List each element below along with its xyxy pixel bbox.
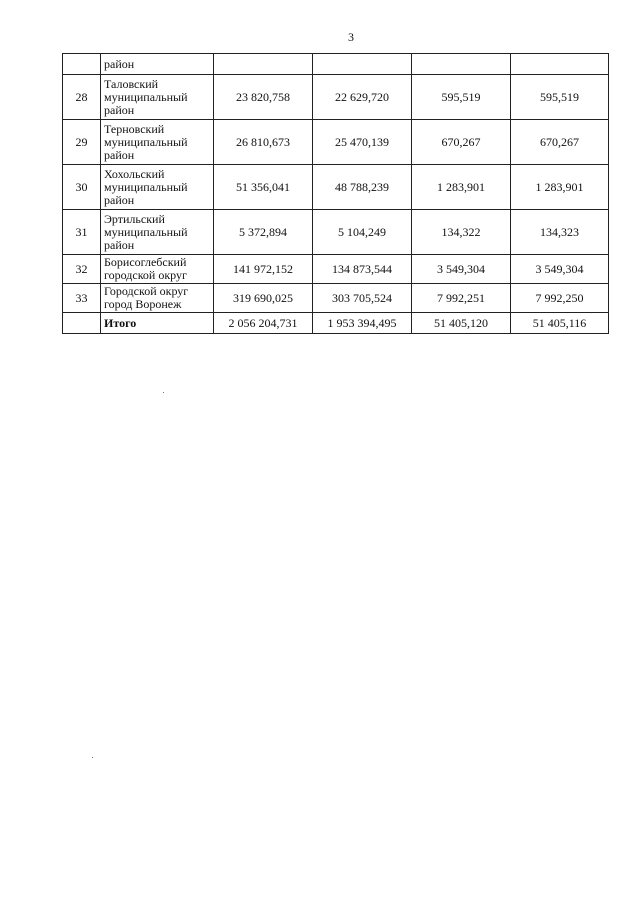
- value-cell: 134,323: [511, 210, 609, 255]
- name-line: район: [104, 192, 135, 207]
- value-cell: 22 629,720: [313, 75, 412, 120]
- name-line: район: [104, 56, 135, 71]
- value-cell: 134,322: [412, 210, 511, 255]
- budget-table: [62, 53, 609, 334]
- value-cell: [511, 54, 609, 75]
- row-number: 33: [63, 284, 101, 313]
- value-cell: 48 788,239: [313, 165, 412, 210]
- total-value-cell: 2 056 204,731: [214, 313, 313, 334]
- total-value-cell: 1 953 394,495: [313, 313, 412, 334]
- name-line: муниципальный: [104, 179, 188, 194]
- value-cell: 23 820,758: [214, 75, 313, 120]
- municipality-name: [101, 165, 214, 210]
- municipality-name: [101, 120, 214, 165]
- total-value-cell: 51 405,116: [511, 313, 609, 334]
- value-cell: 1 283,901: [511, 165, 609, 210]
- value-cell: [313, 54, 412, 75]
- name-line: муниципальный: [104, 134, 188, 149]
- table-row: [63, 54, 609, 75]
- table-row: [63, 210, 609, 255]
- name-line: район: [104, 102, 135, 117]
- table-row: [63, 120, 609, 165]
- value-cell: 51 356,041: [214, 165, 313, 210]
- value-cell: 3 549,304: [511, 255, 609, 284]
- value-cell: 134 873,544: [313, 255, 412, 284]
- value-cell: 7 992,250: [511, 284, 609, 313]
- table-row: [63, 165, 609, 210]
- value-cell: 1 283,901: [412, 165, 511, 210]
- row-number: 30: [63, 165, 101, 210]
- row-number: 28: [63, 75, 101, 120]
- total-value-cell: 51 405,120: [412, 313, 511, 334]
- table-row: [63, 75, 609, 120]
- value-cell: [214, 54, 313, 75]
- scan-speck: [92, 757, 93, 758]
- row-number: 32: [63, 255, 101, 284]
- value-cell: 7 992,251: [412, 284, 511, 313]
- value-cell: 25 470,139: [313, 120, 412, 165]
- name-line: Борисоглебский: [104, 255, 187, 269]
- value-cell: 595,519: [412, 75, 511, 120]
- value-cell: 5 104,249: [313, 210, 412, 255]
- row-number: [63, 313, 101, 334]
- value-cell: 670,267: [412, 120, 511, 165]
- total-row: [63, 313, 609, 334]
- municipality-name: [101, 75, 214, 120]
- value-cell: 26 810,673: [214, 120, 313, 165]
- total-label: Итого: [101, 313, 214, 334]
- name-line: Городской округ: [104, 284, 189, 298]
- name-line: город Воронеж: [104, 297, 182, 311]
- row-number: 29: [63, 120, 101, 165]
- value-cell: 303 705,524: [313, 284, 412, 313]
- row-number: [63, 54, 101, 75]
- municipality-name: [101, 284, 214, 313]
- name-line: район: [104, 237, 135, 252]
- value-cell: 3 549,304: [412, 255, 511, 284]
- value-cell: 141 972,152: [214, 255, 313, 284]
- value-cell: 319 690,025: [214, 284, 313, 313]
- municipality-name: [101, 54, 214, 75]
- name-line: городской округ: [104, 268, 187, 282]
- scan-speck: [163, 392, 164, 393]
- table-row: [63, 284, 609, 313]
- municipality-name: [101, 210, 214, 255]
- name-line: Эртильский: [104, 211, 165, 226]
- page-number: 3: [348, 30, 354, 44]
- name-line: Таловский: [104, 76, 159, 91]
- value-cell: 5 372,894: [214, 210, 313, 255]
- name-line: муниципальный: [104, 89, 188, 104]
- value-cell: 670,267: [511, 120, 609, 165]
- value-cell: 595,519: [511, 75, 609, 120]
- name-line: Хохольский: [104, 166, 165, 181]
- row-number: 31: [63, 210, 101, 255]
- table-row: [63, 255, 609, 284]
- name-line: муниципальный: [104, 224, 188, 239]
- value-cell: [412, 54, 511, 75]
- name-line: Терновский: [104, 121, 165, 136]
- name-line: район: [104, 147, 135, 162]
- municipality-name: [101, 255, 214, 284]
